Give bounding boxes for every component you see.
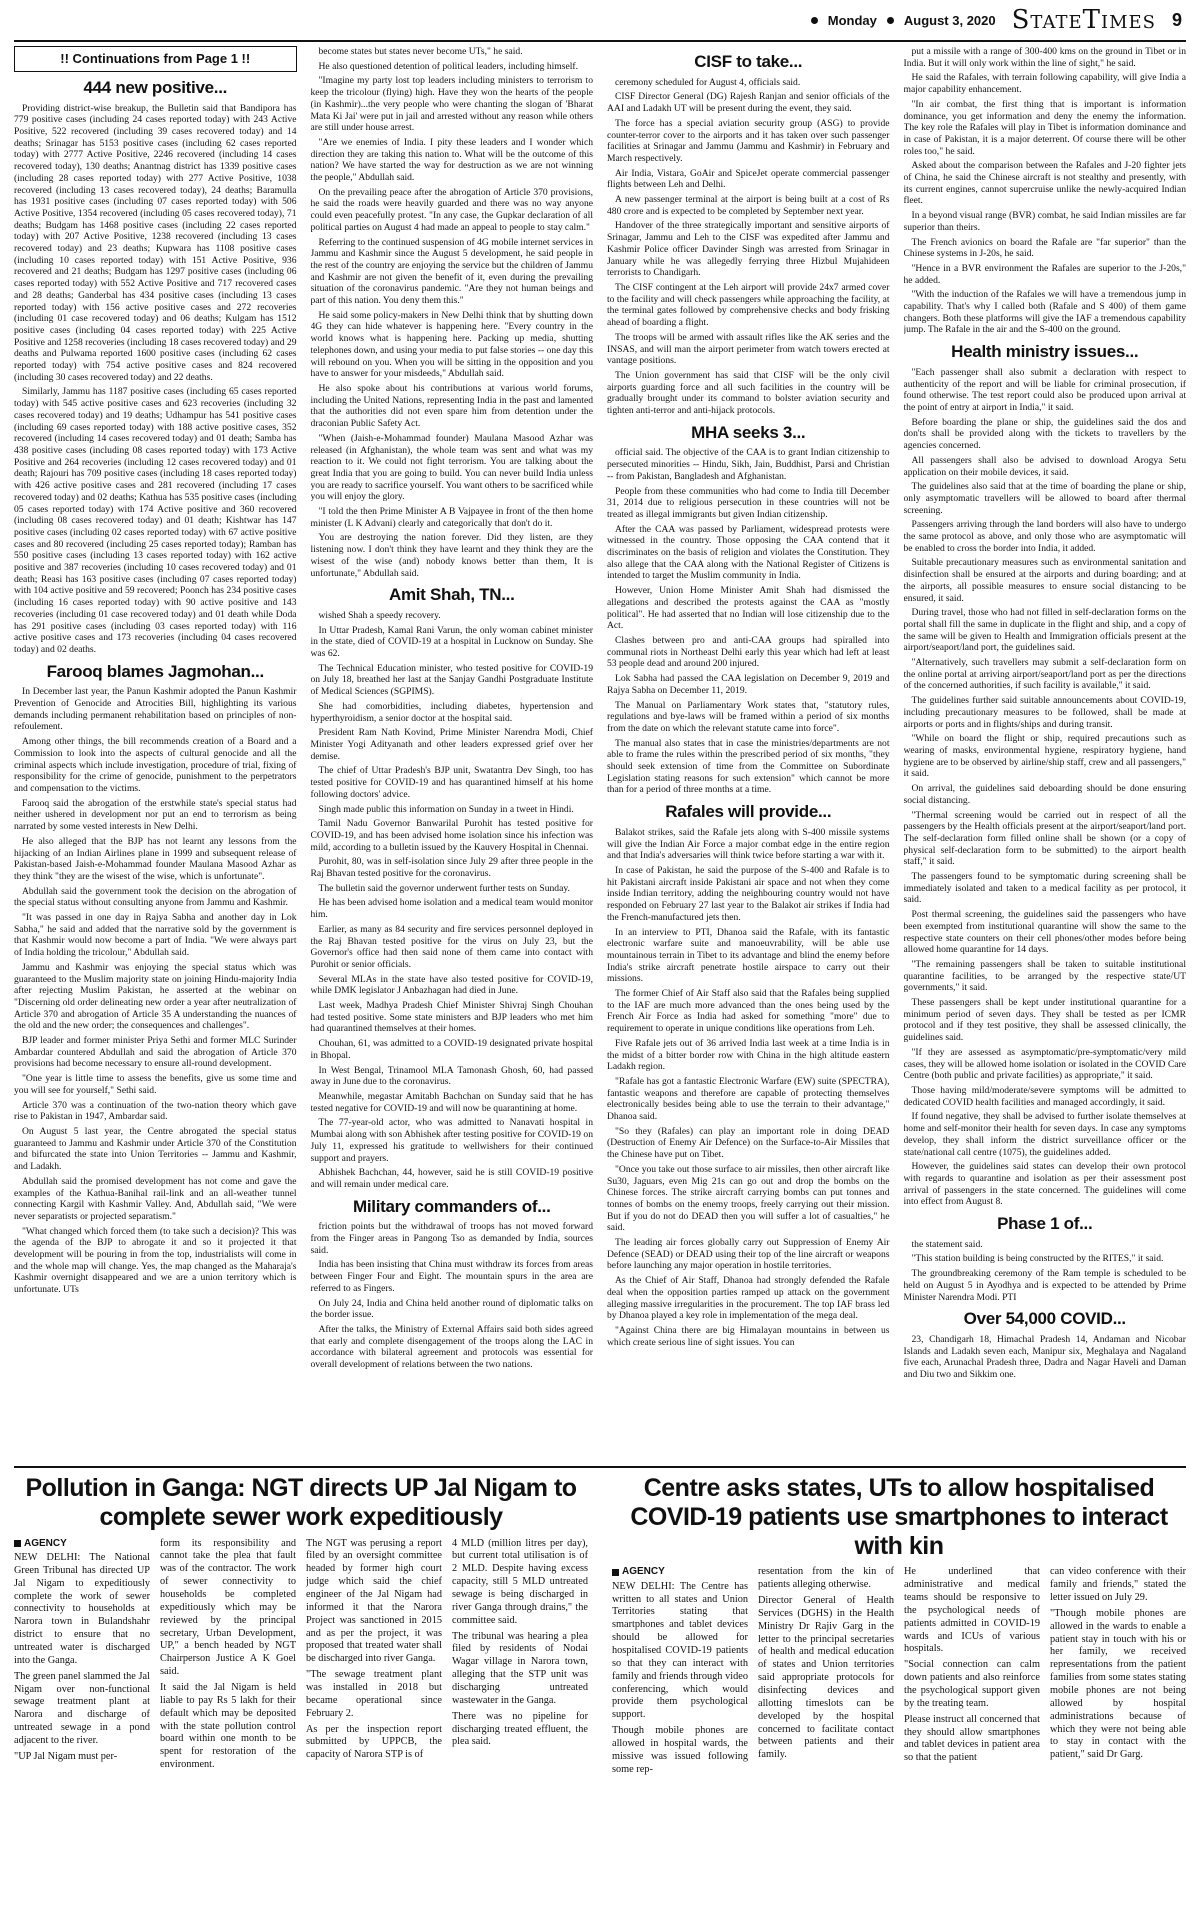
paragraph: After the CAA was passed by Parliament, widespread protests were witnessed in the country. Those opposing the CAA contend that it discriminates on the basis of religion and violates the Constitution. They also allege that the CAA along with the National Register of Citizens is intended to target the Muslim community in India. bbox=[607, 523, 890, 582]
paragraph: After the talks, the Ministry of External Affairs said both sides agreed that early and complete disengagement of the troops along the LAC in accordance with bilateral agreement and protocols was essential for overall development of relations between the two nations. bbox=[310, 1323, 593, 1371]
continuations-banner: !! Continuations from Page 1 !! bbox=[14, 46, 297, 72]
paragraph: He has been advised home isolation and a medical team would monitor him. bbox=[310, 897, 593, 921]
paragraph: "Alternatively, such travellers may submit a self-declaration form on the online portal at arriving airport/seaport/land port as per the directions of the concerned authorities, if such facility is available," it said. bbox=[903, 657, 1186, 692]
paragraph: "It was passed in one day in Rajya Sabha and another day in Lok Sabha," he said and added that the narrative sold by the government is that Kashmir would now become a part of India. "We were always part of India holding the tricolour," Abdullah said. bbox=[14, 912, 297, 959]
story-column bbox=[306, 1538, 442, 1893]
paragraph: Purohit, 80, was in self-isolation since July 29 after three people in the Raj Bhavan tested positive for the coronavirus. bbox=[310, 856, 593, 880]
paragraph: The former Chief of Air Staff also said that the Rafales being supplied to the IAF are much more advanced than the ones being used by the French Air Force as India had asked for something "more" due to requirement to operate in unique conditions like operations from Leh. bbox=[607, 988, 890, 1035]
paragraph: "While on board the flight or ship, required precautions such as wearing of masks, environmental hygiene, respiratory hygiene, hand hygiene are to be observed by airline/ship staff, crew and all passengers," it said. bbox=[903, 733, 1186, 780]
paragraph: "One year is little time to assess the benefits, give us some time and you will see for yourself," Sethi said. bbox=[14, 1073, 297, 1096]
agency-tag bbox=[612, 1566, 748, 1579]
paragraph: 4 MLD (million litres per day), but current total utilisation is of 2 MLD. Despite having excess capacity, still 5 MLD untreated sewage is being discharged in river Ganga through drains," the committee said. bbox=[452, 1537, 588, 1626]
paragraph: "With the induction of the Rafales we will have a tremendous jump in capability. That's why I called both (Rafale and S 400) of them game changers. Both these platforms will give the IAF a tremendous capability jump. The Rafale in the air and the S-400 on the ground. bbox=[903, 289, 1186, 336]
paragraph: Handover of the three strategically important and sensitive airports of Srinagar, Jammu and Leh to the CISF was expedited after Jammu and Kashmir Police officer Davinder Singh was arrested from Srinagar in January while he was allegedly ferrying three Hizbul Mujahideen terrorists to Chandigarh. bbox=[607, 220, 890, 279]
paragraph: CISF Director General (DG) Rajesh Ranjan and senior officials of the AAI and Ladakh UT will be present during the event, they said. bbox=[607, 91, 890, 115]
paragraph: During travel, those who had not filled in self-declaration forms on the portal shall fill the same in duplicate in the flight and ship, and a copy of the same will be given to Health and Immigration officials present at the airport/seaport/land port, the guidelines said. bbox=[903, 607, 1186, 654]
paragraph: The guidelines further said suitable announcements about COVID-19, including precautionary measures to be followed, shall be made at airports or ports and in flights/ships and during transit. bbox=[903, 695, 1186, 730]
paragraph: "Thermal screening would be carried out in respect of all the passengers by the Health officials present at the airport/seaport/land port. The self-declaration form filled online shall be shown (or a copy of physical self-declaration form to be submitted) to the airport health staff," it said. bbox=[903, 809, 1186, 868]
agency-tag bbox=[14, 1538, 150, 1551]
section-headline: Military commanders of... bbox=[353, 1196, 551, 1216]
paragraph: "Hence in a BVR environment the Rafales are superior to the J-20s," he added. bbox=[903, 262, 1186, 286]
paragraph: If found negative, they shall be advised to further isolate themselves at home and self-monitor their health for seven days. In case any symptoms develop, they shall inform the district surveillance officer or the state/national call centre (1075), the guidelines added. bbox=[903, 1111, 1186, 1158]
page-number: 9 bbox=[1171, 9, 1182, 30]
paragraph: official said. The objective of the CAA is to grant Indian citizenship to persecuted minorities -- Hindu, Sikh, Jain, Buddhist, Parsi and Christian -- from Pakistan, Bangladesh and Afghanistan. bbox=[607, 447, 890, 482]
story-body bbox=[14, 1538, 588, 1893]
paper-name: StateTimes bbox=[1011, 5, 1156, 35]
paragraph: He underlined that administrative and medical teams should be responsive to the psychological needs of patients admitted in COVID-19 wards and ICUs of various hospitals. bbox=[904, 1566, 1040, 1655]
paragraph: He also spoke about his contributions at various world forums, including the United Nations, representing India in the past and lamented that the authorities did not even spare him from detention under the draconian Public Safety Act. bbox=[310, 382, 593, 430]
paragraph: She had comorbidities, including diabetes, hypertension and hyperthyroidism, a senior doctor at the hospital said. bbox=[310, 700, 593, 724]
paragraph: resentation from the kin of patients alleging otherwise. bbox=[758, 1566, 894, 1591]
paragraph: He also alleged that the BJP has not learnt any lessons from the hijacking of an Indian Airlines plane in 1999 and subsequent release of Pakistan-based Jaish-e-Mohammad founder Maulana Masood Azhar as they think "they are the wisest of the wise, which is unfortunate". bbox=[14, 835, 297, 882]
paragraph: On August 5 last year, the Centre abrogated the special status guaranteed to Jammu and Kashmir under Article 370 of the Constitution and bifurcated the state into Union Territories -- Jammu and Kashmir, and Ladakh. bbox=[14, 1125, 297, 1173]
section-headline: CISF to take... bbox=[694, 52, 803, 71]
paragraph: Clashes between pro and anti-CAA groups had spiralled into communal riots in Northeast Delhi early this year which had left at least 53 people dead and around 200 injured. bbox=[607, 635, 890, 670]
paragraph: The chief of Uttar Pradesh's BJP unit, Swatantra Dev Singh, too has tested positive for COVID-19 and has quarantined himself at his home following doctors' advice. bbox=[310, 765, 593, 800]
paragraph: President Ram Nath Kovind, Prime Minister Narendra Modi, Chief Minister Yogi Adityanath and other leaders expressed grief over her demise. bbox=[310, 727, 593, 762]
paragraph: Lok Sabha had passed the CAA legislation on December 9, 2019 and Rajya Sabha on December 11, 2019. bbox=[607, 673, 890, 696]
paragraph: The tribunal was hearing a plea filed by residents of Nodai Wagar village in Narora town, alleging that the STP unit was discharging untreated wastewater in the Ganga. bbox=[452, 1630, 588, 1706]
paragraph: The Union government has said that CISF will be the only civil airports guarding force and all such facilities in the country will be gradually brought under its command to bolster aviation security and tighten anti-terror and anti-hijack protocols. bbox=[607, 369, 890, 417]
paragraph: Jammu and Kashmir was enjoying the special status which was guaranteed to the Muslim majority state on joining Hindu-majority India after rejecting Muslim Pakistan, he asserted at the webinar on "Discerning old order delineating new order a year after neutralization of Article 370 and abrogation of Article 35 A understanding the nuances of the old and the new order; the consequences and challenges". bbox=[14, 961, 297, 1032]
paragraph: Providing district-wise breakup, the Bulletin said that Bandipora has 779 positive cases (including 24 cases reported today) with 243 Active Positive, 522 recovered (including 39 cases recovered today) and 14 deaths; Srinagar has 5153 positive cases (including 62 cases reported today) with 2777 Active Positive, 2246 recovered (including 14 cases recovered today), 130 deaths; Anantnag district has 1339 positive cases (including 28 cases reported today) with 277 Active Positive, 1038 recovered (including 13 cases recovered today), 24 deaths; Baramulla has 1931 positive cases (including 07 cases reported today) with 506 Active Positive, 1354 recovered (including 05 cases recovered today), 71 deaths; Budgam has 1468 positive cases (including 22 cases reported today) with 207 Active Positive, 1238 recovered (including 13 cases recovered today) and 23 deaths; Kupwara has 1108 positive cases (including 10 cases reported today) with 151 Active Positive, 936 recovered and 21 deaths; Budgam has 1297 positive cases (including 06 cases reported today) with 552 Active Positive and 717 recovered cases and 28 deaths; Ganderbal has 434 positive cases (including 13 cases reported today) with 156 active positive cases and 272 recoveries (including 01 case recovered today) and 06 deaths; Kulgam has 1512 positive cases (including 04 cases reported today) with 225 Active Positive and 1258 recoveries (including 18 cases recovered today) and 29 deaths and Pulwama reported 1600 positive cases (including 62 cases reported today) with 754 active positive cases and 824 recovered (including 30 cases recovered today) and 22 deaths. bbox=[14, 102, 297, 383]
paragraph: As the Chief of Air Staff, Dhanoa had strongly defended the Rafale deal when the opposition parties ramped up attack on the government alleging massive irregularities in the procurement. The top IAF brass led by Dhanoa played a key role in implementation of the mega deal. bbox=[607, 1275, 890, 1322]
paragraph: "Rafale has got a fantastic Electronic Warfare (EW) suite (SPECTRA), fantastic weapons and therefore are capable of protecting themselves electronically besides being able to use the terrain to their advantage," Dhanoa said. bbox=[607, 1075, 890, 1123]
paragraph: However, the guidelines said states can develop their own protocol with regards to quarantine and isolation as per their assessment post arrival of passengers in the state concerned. The guidelines will come into effect from August 8. bbox=[903, 1161, 1186, 1208]
paragraph: Though mobile phones are allowed in hospital wards, the missive was issued following some rep- bbox=[612, 1725, 748, 1775]
paragraph: People from these communities who had come to India till December 31, 2014 due to religious persecution in these countries will not be treated as illegal immigrants but given Indian citizenship. bbox=[607, 485, 890, 520]
paragraph: There was no pipeline for discharging treated effluent, the plea said. bbox=[452, 1710, 588, 1748]
paragraph: He also questioned detention of political leaders, including himself. bbox=[318, 60, 578, 72]
section-headline: Health ministry issues... bbox=[951, 342, 1139, 362]
paragraph: He said some policy-makers in New Delhi think that by shutting down 4G they can hide whatever is happening here. "Every country in the world knows what is happening here. Packing up media, shutting telephones down, and using your media to put false stories -- one day this will rebound on you. When you will be sitting in the opposition and you have to answer for your misdeeds," Abdullah said. bbox=[310, 309, 593, 380]
paragraph: "Each passenger shall also submit a declaration with respect to authenticity of the report and will be liable for criminal prosecution, if found otherwise. The test report could also be produced upon arrival at the point of entry at airport in India," it said. bbox=[903, 366, 1186, 414]
paragraph: On the prevailing peace after the abrogation of Article 370 provisions, he said the roads were heavily guarded and there was no way anyone could even peacefully protest. "In any case, the Gupkar declaration of all political parties on August 4 had made an appeal to people to stay calm." bbox=[310, 186, 593, 233]
paragraph: On arrival, the guidelines said deboarding should be done ensuring social distancing. bbox=[903, 783, 1186, 806]
paragraph: He said the Rafales, with terrain following capability, will give India a major capability enhancement. bbox=[903, 72, 1186, 96]
story-column bbox=[14, 1538, 150, 1893]
bullet-icon bbox=[887, 17, 894, 24]
paragraph: "Social connection can calm down patients and also reinforce the psychological support given by the treating team. bbox=[904, 1659, 1040, 1709]
paragraph: The force has a special aviation security group (ASG) to provide counter-terror cover to the airports and it has taken over such passenger facilities at Srinagar and Jammu (Jammu and Kashmir) in February and March respectively. bbox=[607, 117, 890, 164]
paragraph: "Are we enemies of India. I pity these leaders and I wonder which direction they are taking this nation to. What will be the outcome of this nation? We have started the way for destruction as we are not winning the people," Abdullah said. bbox=[310, 136, 593, 184]
paragraph: form its responsibility and cannot take the plea that fault was of the contractor. The work of sewer connectivity to households be completed expeditiously which may be reviewed by the principal secretary, Urban Development, UP," a bench headed by NGT Chairperson Justice A K Goel said. bbox=[160, 1537, 296, 1678]
paragraph: As per the inspection report submitted by UPPCB, the capacity of Narora STP is of bbox=[306, 1723, 442, 1761]
paragraph: ceremony scheduled for August 4, officials said. bbox=[615, 76, 801, 88]
paragraph: 23, Chandigarh 18, Himachal Pradesh 14, Andaman and Nicobar Islands and Ladakh seven each, Manipur six, Meghalaya and Nagaland five each, Arunachal Pradesh three, Dadra and Nagar Haveli and Daman and Diu two and Sikkim one. bbox=[903, 1334, 1186, 1381]
bullet-icon bbox=[811, 17, 818, 24]
paragraph: friction points but the withdrawal of troops has not moved forward from the Finger areas in Pangong Tso as demanded by India, sources said. bbox=[310, 1221, 593, 1256]
paragraph: The groundbreaking ceremony of the Ram temple is scheduled to be held on August 5 in Ayodhya and is expected to be attended by Prime Minister Narendra Modi. PTI bbox=[903, 1268, 1186, 1303]
paragraph: On July 24, India and China held another round of diplomatic talks on the border issue. bbox=[310, 1297, 593, 1321]
bottom-stories bbox=[14, 1468, 1186, 1921]
paragraph: The NGT was perusing a report filed by an oversight committee headed by former high court judge which said the chief engineer of the Jal Nigam had informed it that the Narora Project was sanctioned in 2015 and as per the project, it was proposed that treated water shall be discharged into river Ganga. bbox=[306, 1537, 442, 1665]
paragraph: Asked about the comparison between the Rafales and J-20 fighter jets of China, he said the Chinese aircraft is not stealthy and presently, with its current engines, cannot supercruise unlike the newly-acquired Indian fleet. bbox=[903, 160, 1186, 207]
paragraph: It said the Jal Nigam is held liable to pay Rs 5 lakh for their default which may be deposited with the state pollution control board within one month to be spent for restoration of the environment. bbox=[160, 1681, 296, 1771]
paragraph: The Technical Education minister, who tested positive for COVID-19 on July 18, breathed her last at the Sanjay Gandhi Postgraduate Institute of Medical Sciences (SGPIMS). bbox=[310, 662, 593, 698]
paragraph: Several MLAs in the state have also tested positive for COVID-19, while DMK legislator J Anbazhagan had died in June. bbox=[310, 973, 593, 997]
story-headline: Pollution in Ganga: NGT directs UP Jal Nigam to complete sewer work expeditiously bbox=[25, 1474, 577, 1531]
paragraph: "What changed which forced them (to take such a decision)? This was the agenda of the BJP to abrogate it and so it projected it that development will be pouring in from the top, industrialists will come in and the whole map will change. Yes, the map changed as the Maharaja's Kashmir overnight disappeared and we are a union territory which is unfortunate. UTs bbox=[14, 1225, 297, 1296]
paragraph: "This station building is being constructed by the RITES," it said. bbox=[911, 1253, 1164, 1265]
paragraph: Balakot strikes, said the Rafale jets along with S-400 missile systems will give the Indian Air Force a major combat edge in the entire region and that India's adversaries will think twice before starting a war with it. bbox=[607, 826, 890, 862]
square-bullet-icon bbox=[14, 1540, 21, 1547]
paragraph: Article 370 was a continuation of the two-nation theory which gave rise to Pakistan in 1947, Ambardar said. bbox=[14, 1099, 297, 1123]
paragraph: Similarly, Jammu has 1187 positive cases (including 65 cases reported today) with 545 active positive cases and 623 recoveries (including 32 cases recovered today) and 19 deaths; Udhampur has 541 positive cases (including 69 cases reported today) with 188 active positive cases, 352 recovered (including 14 cases recovered today) and 01 death; Samba has 438 positive cases (including 08 cases reported today) with 173 Active Positive and 264 recoveries (including 12 cases recovered today) and 01 death; Rajouri has 709 positive cases (including 18 cases reported today) with 426 active positive cases and 281 recovered (including 17 cases recovered today) and 02 deaths; Kathua has 535 positive cases (including 05 cases reported today) with 174 Active positive and 360 recovered (including 08 cases recovered today) and 01 death; Kishtwar has 147 positive cases (including 02 cases reported today) with 67 active positive cases and 80 recovered (including 25 cases reported today); Ramban has 550 positive cases (including 13 cases reported today) with 162 active positive and 387 recoveries (including 10 cases recovered today) and 01 death; Reasi has 163 positive cases (including 07 cases reported today) with 104 active positive and 59 recovered; Poonch has 234 positive cases (including 16 cases reported today) with 90 active positive and 143 recoveries (including 01 case recovered today) and 01 death while Doda has 291 positive cases (including 03 cases reported today) with 116 active positive cases and 173 recoveries (including 04 cases recovered today) and 02 deaths. bbox=[14, 386, 297, 655]
paragraph: NEW DELHI: The Centre has written to all states and Union Territories stating that smartphones and tablet devices should be allowed for hospitalised COVID-19 patients so that they can interact with family and friends through video conferencing, which would provide them psychological support. bbox=[612, 1580, 748, 1721]
story-column bbox=[452, 1538, 588, 1893]
paragraph: "If they are assessed as asymptomatic/pre-symptomatic/very mild cases, they will be allowed home isolation or isolated in the COVID Care Centre (both public and private facilities) as appropriate," it said. bbox=[903, 1046, 1186, 1082]
section-headline: 444 new positive... bbox=[83, 77, 228, 97]
paragraph: The passengers found to be symptomatic during screening shall be immediately isolated and taken to a medical facility as per protocol, it said. bbox=[903, 871, 1186, 906]
paragraph: However, Union Home Minister Amit Shah had dismissed the allegations and described the protests against the CAA as "mostly political". He had asserted that no Indian will lose citizenship due to the Act. bbox=[607, 585, 890, 632]
section-headline: Farooq blames Jagmohan... bbox=[46, 661, 264, 681]
paragraph: The green panel slammed the Jal Nigam over non-functional sewage treatment plant at Narora and discharge of untreated sewage in a pond adjacent to the river. bbox=[14, 1670, 150, 1747]
paragraph: "Against China there are big Himalayan mountains in between us which create serious line of sight issues. You can bbox=[607, 1325, 890, 1348]
column-1 bbox=[14, 46, 297, 1466]
paragraph: "In air combat, the first thing that is important is information dominance, you get information and deny the enemy the information. The key role the Rafales will play in Tibet is information dominance and in case of Pakistan, it is a major deterrent. Of course there will be other roles too," he said. bbox=[903, 98, 1186, 157]
paragraph: Referring to the continued suspension of 4G mobile internet services in Jammu and Kashmir since the August 5 development, he said people in the rest of the country are enjoying the service but the children of Jammu and Kashmir are not given the benefit of it, even during the prevailing situation of the coronavirus pandemic. "Are they not human beings and part of this nation. You deny them this." bbox=[310, 236, 593, 307]
paragraph: These passengers shall be kept under institutional quarantine for a minimum period of seven days. They shall be tested as per ICMR protocol and if they test positive, they shall be assessed clinically, the guidelines said. bbox=[903, 997, 1186, 1044]
paragraph: Chouhan, 61, was admitted to a COVID-19 designated private hospital in Bhopal. bbox=[310, 1038, 593, 1061]
paragraph: Director General of Health Services (DGHS) in the Health Ministry Dr Rajiv Garg in the letter to the principal secretaries of health and medical education of states and Union territories said appropriate protocols for disinfecting devices and allotting timeslots can be developed by the hospital concerned to facilitate contact between patients and their family. bbox=[758, 1594, 894, 1761]
paragraph: NEW DELHI: The National Green Tribunal has directed UP Jal Nigam to expeditiously complete the work of sewer connectivity to households at Narora town in Bulandshahr district to ensure that no untreated water is discharged into the Ganga. bbox=[14, 1552, 150, 1666]
paragraph: Post thermal screening, the guidelines said the passengers who have been exempted from institutional quarantine will show the same to the respective state counters on their cell phones/other modes before being allowed home quarantine for 14 days. bbox=[903, 909, 1186, 956]
day-label: Monday bbox=[827, 12, 877, 28]
paragraph: Earlier, as many as 84 security and fire services personnel deployed in the Raj Bhavan tested positive for the virus on July 23, but the Governor's office had then said none of them came into contact with Purohit or senior officials. bbox=[310, 923, 593, 970]
section-headline: Rafales will provide... bbox=[665, 802, 832, 822]
paragraph: Abhishek Bachchan, 44, however, said he is still COVID-19 positive and will remain under medical care. bbox=[310, 1167, 593, 1190]
paragraph: The French avionics on board the Rafale are "far superior" than the Chinese systems in J-20s, he said. bbox=[903, 236, 1186, 260]
paragraph: Those having mild/moderate/severe symptoms will be admitted to dedicated COVID health facilities and managed accordingly, it said. bbox=[903, 1084, 1186, 1108]
masthead bbox=[14, 0, 1186, 42]
paragraph: Abdullah said the government took the decision on the abrogation of the special status without consulting anyone from Jammu and Kashmir. bbox=[14, 885, 297, 909]
section-headline: Phase 1 of... bbox=[997, 1214, 1093, 1234]
paragraph: The 77-year-old actor, who was admitted to Nanavati hospital in Mumbai along with son Abhishek after testing positive for COVID-19 on July 11, expressed his gratitude to wellwishers for their continued support and prayers. bbox=[310, 1117, 593, 1164]
paragraph: Abdullah said the promised development has not come and gave the examples of the Kathua-Banihal rail-link and an all-weather tunnel connecting Kargil with Kashmir Valley. And, Abdullah said, "We were never separatists or projected separatism." bbox=[14, 1175, 297, 1222]
paragraph: Among other things, the bill recommends creation of a Board and a Commission to look into the aspects of cultural genocide and all the criminal aspects which include investigation, procedure of trial, fixing of responsibility for the crime of genocide, punishment to the perpetrators and compensation to the victims. bbox=[14, 736, 297, 794]
paragraph: "Imagine my party lost top leaders including ministers to terrorism to keep the tricolour (flying) high. Have they won the hearts of the people (in Kashmir)...the very people who were chanting the slogan of 'Bharat Mata Ki Jai' were put in jail and arrested without any reason while others are still under house arrest. bbox=[310, 75, 593, 134]
paragraph: Passengers arriving through the land borders will also have to undergo the same protocol as above, and only those who are asymptomatic will be enabled to cross the border into India, it added. bbox=[903, 519, 1186, 554]
paragraph: wished Shah a speedy recovery. bbox=[318, 609, 441, 621]
paragraph: BJP leader and former minister Priya Sethi and former MLC Surinder Ambardar countered Abdullah and said the abrogation of Article 370 provisions had become necessary to ensure all-round development. bbox=[14, 1035, 297, 1070]
continuations-section bbox=[14, 42, 1186, 1468]
paragraph: "Once you take out those surface to air missiles, then other aircraft like Su30, Jaguars, even Mig 21s can go out and drop the bombs on the Chinese forces. The strike aircraft carrying bombs can put tonnes and tonnes of bombs on the enemy troops, freely carrying out their mission. But if you do not do DEAD then you will suffer a lot of casualties," he said. bbox=[607, 1163, 890, 1234]
paragraph: "UP Jal Nigam must per- bbox=[14, 1750, 118, 1762]
paragraph: become states but states never become UTs," he said. bbox=[318, 46, 523, 57]
column-2 bbox=[311, 46, 594, 1466]
paragraph: The CISF contingent at the Leh airport will provide 24x7 armed cover to the facility and will check passengers while approaching the facility, at the terminal gates followed by comprehensive checks and body frisking ahead of boarding a flight. bbox=[607, 281, 890, 329]
paragraph: All passengers shall also be advised to download Arogya Setu application on their mobile devices, it said. bbox=[903, 454, 1186, 478]
story-column bbox=[160, 1538, 296, 1893]
paragraph: The guidelines also said that at the time of boarding the plane or ship, only asymptomatic travellers will be allowed to board after thermal screening. bbox=[903, 481, 1186, 516]
paragraph: A new passenger terminal at the airport is being built at a cost of Rs 480 crore and is expected to be completed by September next year. bbox=[607, 194, 890, 217]
story-ganga-pollution bbox=[14, 1474, 588, 1921]
paragraph: Last week, Madhya Pradesh Chief Minister Shivraj Singh Chouhan had tested positive. Some state ministers and BJP leaders who met him had quarantined themselves at their homes. bbox=[310, 1000, 593, 1035]
section-headline: MHA seeks 3... bbox=[691, 422, 806, 442]
paragraph: The manual also states that in case the ministries/departments are not able to frame the rules within the prescribed period of six months, "they should seek extension of time from the Committee on Subordinate Legislation stating reasons for such extension" which cannot be more than for a period of three months at a time. bbox=[607, 737, 890, 796]
paragraph: India has been insisting that China must withdraw its forces from areas between Finger Four and Eight. The mountain spurs in the area are referred to as Fingers. bbox=[310, 1259, 593, 1294]
paragraph: Meanwhile, megastar Amitabh Bachchan on Sunday said that he has tested negative for COVID-19 and will now be quarantining at home. bbox=[310, 1090, 593, 1114]
paragraph: Air India, Vistara, GoAir and SpiceJet operate commercial passenger flights between Leh and Delhi. bbox=[607, 167, 890, 191]
dateline bbox=[811, 13, 996, 28]
section-headline: Amit Shah, TN... bbox=[388, 585, 515, 605]
paragraph: "The sewage treatment plant was installed in 2018 but became operational since February 2. bbox=[306, 1669, 442, 1719]
paragraph: In December last year, the Panun Kashmir adopted the Panun Kashmir Prevention of Genocide and Atrocities Bill, highlighting its various demands including permanent rehabilitation based on principles of non-refoulement. bbox=[14, 686, 297, 733]
paragraph: Please instruct all concerned that they should allow smartphones and tablet devices in patient area so that the patient bbox=[904, 1713, 1040, 1764]
agency-label: AGENCY bbox=[24, 1537, 67, 1549]
paragraph: In a beyond visual range (BVR) combat, he said Indian missiles are far superior than theirs. bbox=[903, 210, 1186, 233]
paragraph: You are destroying the nation forever. Did they listen, are they listening now. I don't think they have learnt and they think they are the wisest of the wise (and) nobody knows better than them, It is unfortunate," Abdullah said. bbox=[310, 532, 593, 579]
paragraph: "So they (Rafales) can play an important role in doing DEAD (Destruction of Enemy Air Defence) on the Surface-to-Air Missiles that the Chinese have put on Tibet. bbox=[607, 1125, 890, 1161]
paragraph: In an interview to PTI, Dhanoa said the Rafale, with its fantastic electronic warfare suite and manoeuvrability, will be able use mountainous terrain in Tibet to its advantage and blind the enemy before India's strike aircraft penetrate hostile airspace to carry out their missions. bbox=[607, 926, 890, 985]
column-3 bbox=[607, 46, 890, 1466]
paragraph: In Uttar Pradesh, Kamal Rani Varun, the only woman cabinet minister in the state, died of COVID-19 at a hospital in Lucknow on Sunday. She was 62. bbox=[310, 624, 593, 660]
paragraph: Tamil Nadu Governor Banwarilal Purohit has tested positive for COVID-19, and has been advised home isolation since his infection was mild, according to a bulletin issued by the Kauvery Hospital in Chennai. bbox=[310, 818, 593, 853]
paragraph: the statement said. bbox=[911, 1238, 983, 1250]
paragraph: "When (Jaish-e-Mohammad founder) Maulana Masood Azhar was released (in Afghanistan), the whole team was sent and what was my reaction to it. We could not fight terrorism. You are talking about the great India that you are going to build. You can never build India unless you are ready to sacrifice yourself. You want others to be sacrificed while you will enjoy the glory. bbox=[310, 432, 593, 503]
paragraph: "Though mobile phones are allowed in the wards to enable a patient stay in touch with his or her family, we received representations from the patient families from some states stating mobile phones are not being allowed by hospital administrations because of which they were not being able to stay in contact with the patient," said Dr Garg. bbox=[1050, 1607, 1186, 1761]
paragraph: Before boarding the plane or ship, the guidelines said the dos and don'ts shall be provided along with the tickets to travellers by the agencies concerned. bbox=[903, 416, 1186, 452]
paragraph: The leading air forces globally carry out Suppression of Enemy Air Defence (SEAD) or DEAD using their top of the line aircraft or weapons before launching any major operation in hostile territories. bbox=[607, 1237, 890, 1272]
paragraph: "I told the then Prime Minister A B Vajpayee in front of the then home minister (L K Advani) clearly and categorically that don't do it. bbox=[310, 506, 593, 529]
square-bullet-icon bbox=[612, 1569, 619, 1576]
paragraph: In West Bengal, Trinamool MLA Tamonash Ghosh, 60, had passed away in June due to the coronavirus. bbox=[310, 1064, 593, 1088]
paragraph: The troops will be armed with assault rifles like the AK series and the INSAS, and will man the airport perimeter from watch towers erected at vantage positions. bbox=[607, 331, 890, 367]
paragraph: In case of Pakistan, he said the purpose of the S-400 and Rafale is to hit Pakistani aircraft inside Pakistani air space and not when they come inside Indian territory, adding the neighbouring country would not have responded on February 27 last year to the Balakot air strikes if India had the French-manufactured jets then. bbox=[607, 864, 890, 923]
paragraph: The bulletin said the governor underwent further tests on Sunday. bbox=[318, 882, 570, 894]
paragraph: "The remaining passengers shall be taken to suitable institutional quarantine facilities, to be arranged by the respective state/UT governments," it said. bbox=[903, 958, 1186, 994]
paragraph: Farooq said the abrogation of the erstwhile state's special status had neither ushered in development nor put an end to terrorism as being narrated by some vested interests in New Delhi. bbox=[14, 797, 297, 833]
paragraph: can video conference with their family and friends," stated the letter issued on July 29. bbox=[1050, 1566, 1186, 1603]
story-headline: Centre asks states, UTs to allow hospitalised COVID-19 patients use smartphones to interact with kin bbox=[630, 1474, 1168, 1560]
section-headline: Over 54,000 COVID... bbox=[963, 1309, 1126, 1329]
agency-label: AGENCY bbox=[622, 1566, 665, 1578]
paragraph: Suitable precautionary measures such as environmental sanitation and disinfection shall be ensured at the airports and during boarding; and at the airports, all possible measures to ensure social distancing to be ensured, it said. bbox=[903, 557, 1186, 604]
paragraph: The Manual on Parliamentary Work states that, "statutory rules, regulations and bye-laws will be framed within a period of six months from the date on which the relevant statute came into force". bbox=[607, 699, 890, 734]
date-label: August 3, 2020 bbox=[903, 12, 996, 28]
paragraph: put a missile with a range of 300-400 kms on the ground in Tibet or in India. But it will only work within the line of sight," he said. bbox=[903, 46, 1186, 69]
column-4 bbox=[904, 46, 1187, 1466]
paragraph: Five Rafale jets out of 36 arrived India last week at a time India is in the midst of a bitter border row with China in the high altitude eastern Ladakh region. bbox=[607, 1037, 890, 1073]
story-covid-smartphones bbox=[612, 1474, 1186, 1921]
paragraph: Singh made public this information on Sunday in a tweet in Hindi. bbox=[318, 803, 574, 815]
